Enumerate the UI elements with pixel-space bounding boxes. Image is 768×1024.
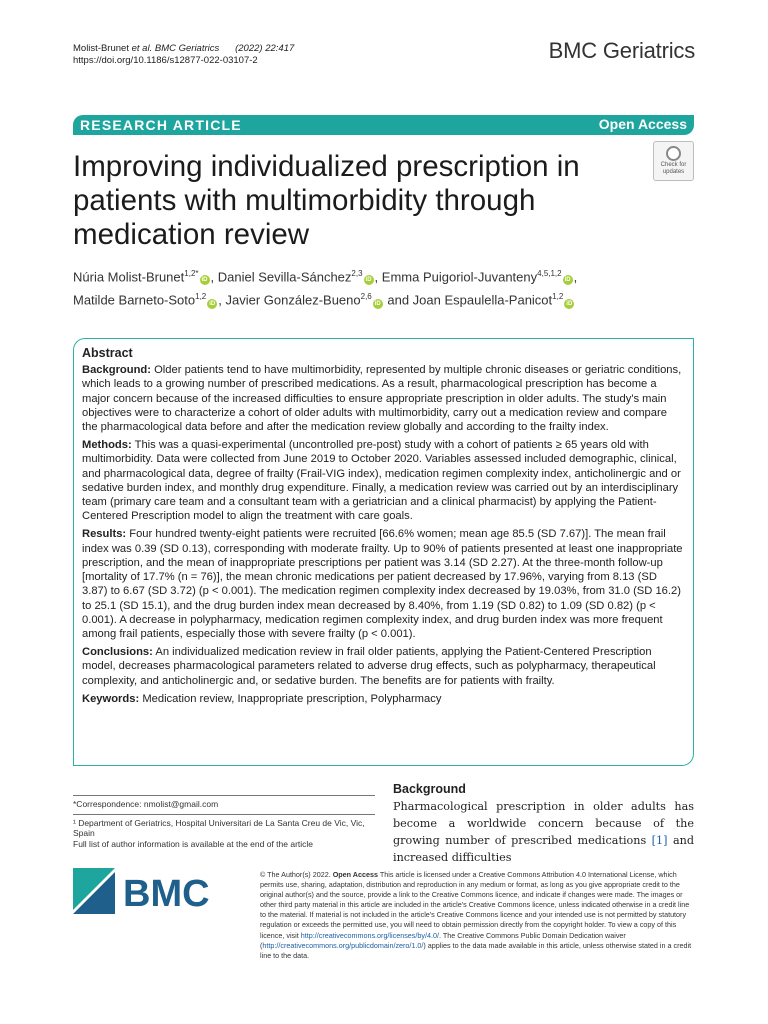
section-label: Results: <box>82 528 127 541</box>
author-name: Joan Espaulella-Panicot <box>412 292 553 308</box>
bmc-logo <box>73 868 213 914</box>
cite-year: (2022) 22:417 <box>235 43 295 54</box>
orcid-icon[interactable]: iD <box>374 300 381 307</box>
doi-link[interactable]: https://doi.org/10.1186/s12877-022-03107-2 <box>73 55 258 66</box>
author-affil: 4,5,1,2 <box>537 269 562 278</box>
author-name: Javier González-Bueno <box>225 292 361 308</box>
orcid-icon[interactable]: iD <box>201 277 208 284</box>
author-name: Daniel Sevilla-Sánchez <box>217 269 352 285</box>
author-affil: 2,3 <box>351 269 363 278</box>
license-oa: Open Access <box>332 870 378 879</box>
author-sep: , <box>573 269 578 285</box>
author-affil: 1,2 <box>195 292 207 302</box>
background-text-cont: and increased difficulties <box>393 834 694 864</box>
section-label: Background: <box>82 364 151 376</box>
journal-brand: BMC Geriatrics <box>548 38 695 63</box>
author-affil: 1,2 <box>552 292 564 302</box>
article-title: Improving individualized prescription in patients with multimorbidity through medication review <box>73 150 580 251</box>
section-text: Older patients tend to have multimorbidity, represented by multiple chronic diseases or geriatric conditions, which leads to a growing number of prescribed medications. As a result, pharmacological prescription has become a major concern because of the increased difficulties to ensure appropriate prescription in older adults. The study's main objectives were to characterize a cohort of older adults with multimorbidity, carry out a medication review and compare the pharmacological data before and after the medication review globally and according to the frailty index. <box>82 364 682 434</box>
author-name: Matilde Barneto-Soto <box>73 292 196 308</box>
check-updates-line2: updates <box>662 169 685 175</box>
license-end: ) applies to the data made available in this article, unless otherwise stated in a credit line to the data. <box>260 940 692 960</box>
abstract-methods <box>82 438 685 524</box>
abstract-heading: Abstract <box>82 346 133 360</box>
section-label: Conclusions: <box>82 646 153 659</box>
citation-header <box>73 43 294 67</box>
author-sep: , <box>218 292 226 308</box>
license-mid: . The Creative Commons Public Domain Dedication waiver ( <box>260 930 626 950</box>
article-type-band <box>73 115 694 135</box>
bmc-logo-text: BMC <box>123 873 210 914</box>
bmc-logo-icon <box>73 868 213 914</box>
cite-journal: BMC Geriatrics <box>154 43 220 54</box>
author-affil: 2,6 <box>360 292 372 302</box>
abstract-keywords <box>82 692 685 706</box>
check-updates-icon <box>666 146 681 161</box>
orcid-icon[interactable]: iD <box>566 300 573 307</box>
affiliation-text: ¹ Department of Geriatrics, Hospital Universitari de La Santa Creu de Vic, Vic, Spain <box>73 818 365 838</box>
license-text <box>260 870 695 961</box>
cite-authors: Molist-Brunet <box>73 43 129 54</box>
background-heading: Background <box>393 782 466 796</box>
author-sep: , <box>210 269 218 285</box>
check-updates-line1: Check for <box>660 162 687 168</box>
cite-etal: et al. <box>131 43 153 54</box>
license-link-cc0[interactable]: http://creativecommons.org/publicdomain/zero/1.0/ <box>262 940 424 950</box>
author-sep: , <box>374 269 382 285</box>
open-access-label: Open Access <box>598 116 687 132</box>
license-link-cc-by[interactable]: http://creativecommons.org/licenses/by/4.0/ <box>300 930 439 940</box>
abstract-box <box>73 338 694 766</box>
background-text: Pharmacological prescription in older adults has become a worldwide concern because of the growing number of prescribed medications <box>393 800 694 847</box>
author-name: Núria Molist-Brunet <box>73 269 185 285</box>
section-text: An individualized medication review in frail older patients, applying the Patient-Centered Prescription model, decreases pharmacological parameters related to adverse drug effects, such as polypharmacy, therapeutical complexity, and anticholinergic and, or sedative burden. The benefits are for patients with frailty. <box>82 646 656 687</box>
license-lead: © The Author(s) 2022. <box>260 870 331 879</box>
section-text: Medication review, Inappropriate prescription, Polypharmacy <box>142 692 442 705</box>
orcid-icon[interactable]: iD <box>365 277 372 284</box>
orcid-icon[interactable]: iD <box>209 300 216 307</box>
section-label: Methods: <box>82 438 132 451</box>
affiliation-block <box>73 814 375 849</box>
section-text: This was a quasi-experimental (uncontrolled pre-post) study with a cohort of patients ≥ 65 years old with multimorbidity. Data were collected from June 2019 to October 2020. Variables assessed included demographic, clinical, and pharmacological data, degree of frailty (Frail-VIG index), medication regimen complexity index, anticholinergic and or sedative burden index, and monthly drug expenditure. Finally, a medication review was carried out by an interdisciplinary team (primary care team and a consultant team with a geriatrician and a clinical pharmacist) by applying the Patient-Centered Prescription model to align the treatment with care goals. <box>82 438 681 523</box>
affiliation-more: Full list of author information is available at the end of the article <box>73 839 314 849</box>
abstract-results <box>82 527 685 641</box>
author-name: Emma Puigoriol-Juvanteny <box>381 269 538 285</box>
background-body <box>393 798 694 866</box>
reference-link[interactable]: [1] <box>651 834 668 847</box>
article-type-label: RESEARCH ARTICLE <box>80 117 242 133</box>
orcid-icon[interactable]: iD <box>564 277 571 284</box>
correspondence-email[interactable]: *Correspondence: nmolist@gmail.com <box>73 799 219 809</box>
license-body: This article is licensed under a Creative Commons Attribution 4.0 International License, which permits use, sharing, adaptation, distribution and reproduction in any medium or format, as long as you give appropriate credit to the original author(s) and the source, provide a link to the Creative Commons licence, and indicate if changes were made. The images or other third party material in this article are included in the article's Creative Commons licence, unless indicated otherwise in a credit line to the material. If material is not included in the article's Creative Commons licence and your intended use is not permitted by statutory regulation or exceeds the permitted use, you will need to obtain permission directly from the copyright holder. To view a copy of this licence, visit <box>260 870 690 940</box>
check-for-updates-button[interactable] <box>653 141 694 181</box>
abstract-conclusions <box>82 645 685 688</box>
author-affil: 1,2* <box>184 269 199 278</box>
section-label: Keywords: <box>82 692 140 705</box>
author-sep: and <box>383 292 413 308</box>
author-list <box>73 264 673 311</box>
correspondence-block <box>73 795 375 852</box>
section-text: Four hundred twenty-eight patients were recruited [66.6% women; mean age 85.5 (SD 7.67)]. The mean frail index was 0.39 (SD 0.13), corresponding with moderate frailty. Up to 90% of patients presented at least one inappropriate prescription, and the mean of inappropriate prescriptions per patient was 3.14 (SD 2.27). At the three-month follow-up [mortality of 17.7% (n = 76)], the mean chronic medications per patient decreased by 17.96%, varying from 8.13 (SD 3.87) to 6.67 (SD 3.72) (p < 0.001). The medication regimen complexity index decreased by 19.03%, from 31.0 (SD 16.2) to 25.1 (SD 15.1), and the drug burden index mean decreased by 8.40%, from 1.19 (SD 0.82) to 1.09 (SD 0.82) (p < 0.001). A decrease in polypharmacy, medication regimen complexity index, and drug burden index was more frequent among frail patients, especially those with severe frailty (p < 0.001). <box>82 528 683 641</box>
abstract-background <box>82 363 685 434</box>
